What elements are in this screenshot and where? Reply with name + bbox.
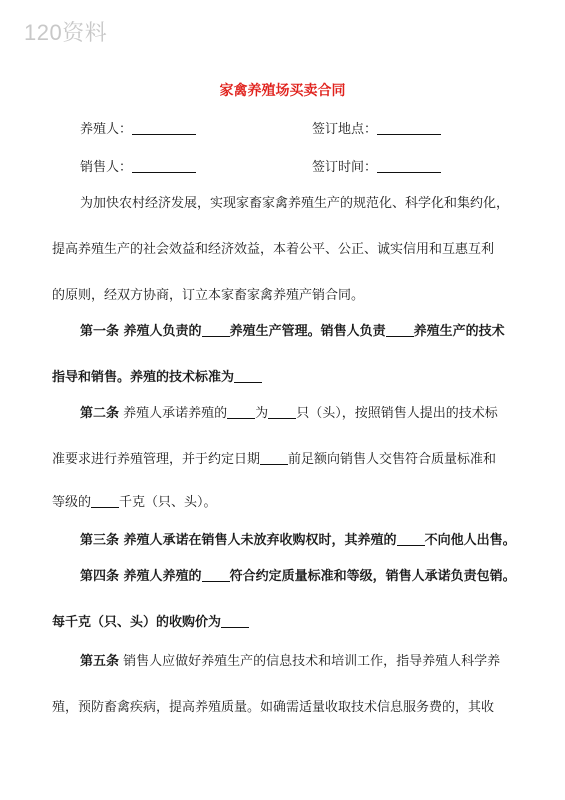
- article-2-line-1: [80, 404, 550, 424]
- preamble-line-2: 提高养殖生产的社会效益和经济效益，本着公平、公正、诚实信用和互惠互利: [52, 242, 495, 257]
- article-1-line-1: [80, 322, 550, 342]
- article-2-text-b: 为: [255, 406, 269, 421]
- blank: [386, 322, 414, 337]
- article-2-text-f: 等级的: [52, 495, 92, 510]
- article-5-line-1: [80, 652, 550, 672]
- article-2-text-d: 准要求进行养殖管理，并于约定日期: [52, 452, 261, 467]
- article-1-text-a: 养殖人负责的: [123, 324, 202, 339]
- article-5-text-a: 销售人应做好养殖生产的信息技术和培训工作，指导养殖人科学养: [123, 654, 501, 669]
- preamble-line-1: 为加快农村经济发展，实现家畜家禽养殖生产的规范化、科学化和集约化，: [80, 196, 510, 211]
- article-4-text-c: 每千克（只、头）的收购价为: [52, 615, 222, 630]
- article-2-label: 第二条: [80, 406, 120, 421]
- seller-field: [80, 156, 196, 175]
- seller-blank: [132, 158, 196, 173]
- place-blank: [377, 120, 441, 135]
- breeder-field: [80, 118, 196, 137]
- article-2-line-2: [52, 450, 522, 470]
- watermark-logo: 120资料: [24, 20, 108, 45]
- place-label: 签订地点：: [312, 122, 378, 137]
- contract-title: 家禽养殖场买卖合同: [219, 83, 346, 99]
- blank: [234, 368, 262, 383]
- place-field: [312, 118, 441, 137]
- article-3: [80, 531, 550, 551]
- blank: [397, 531, 425, 546]
- blank: [227, 404, 255, 419]
- article-2-text-g: 千克（只、头）。: [119, 495, 217, 510]
- article-2-text-c: 只（头），按照销售人提出的技术标: [296, 406, 498, 421]
- blank: [91, 493, 119, 508]
- article-4-label: 第四条: [80, 569, 120, 584]
- article-1-text-c: 养殖生产的技术: [413, 324, 505, 339]
- article-2-text-e: 前足额向销售人交售符合质量标准和: [288, 452, 497, 467]
- article-2-line-3: [52, 493, 522, 513]
- article-1-label: 第一条: [80, 324, 120, 339]
- article-4-line-1: [80, 567, 550, 587]
- article-3-text-b: 不向他人出售。: [424, 533, 516, 548]
- article-1-line-2: [52, 368, 522, 388]
- article-3-label: 第三条: [80, 533, 120, 548]
- preamble-line-3: 的原则，经双方协商，订立本家畜家禽养殖产销合同。: [52, 288, 365, 303]
- time-blank: [377, 158, 441, 173]
- blank: [260, 450, 288, 465]
- article-3-text-a: 养殖人承诺在销售人未放弃收购权时，其养殖的: [123, 533, 397, 548]
- seller-label: 销售人：: [80, 160, 133, 175]
- blank: [202, 322, 230, 337]
- article-2-text-a: 养殖人承诺养殖的: [123, 406, 228, 421]
- breeder-label: 养殖人：: [80, 122, 133, 137]
- article-4-line-2: [52, 613, 522, 633]
- article-4-text-b: 符合约定质量标准和等级，销售人承诺负责包销。: [229, 569, 516, 584]
- time-field: [312, 156, 441, 175]
- blank: [202, 567, 230, 582]
- article-4-text-a: 养殖人养殖的: [123, 569, 202, 584]
- time-label: 签订时间：: [312, 160, 378, 175]
- article-5-line-2: 殖，预防畜禽疾病，提高养殖质量。如确需适量收取技术信息服务费的，其收: [52, 700, 495, 715]
- blank: [268, 404, 296, 419]
- breeder-blank: [132, 120, 196, 135]
- field-row-2: [0, 156, 565, 176]
- article-5-label: 第五条: [80, 654, 120, 669]
- field-row-1: [0, 118, 565, 138]
- article-1-text-b: 养殖生产管理。销售人负责: [229, 324, 386, 339]
- blank: [221, 613, 249, 628]
- article-1-text-d: 指导和销售。养殖的技术标准为: [52, 370, 235, 385]
